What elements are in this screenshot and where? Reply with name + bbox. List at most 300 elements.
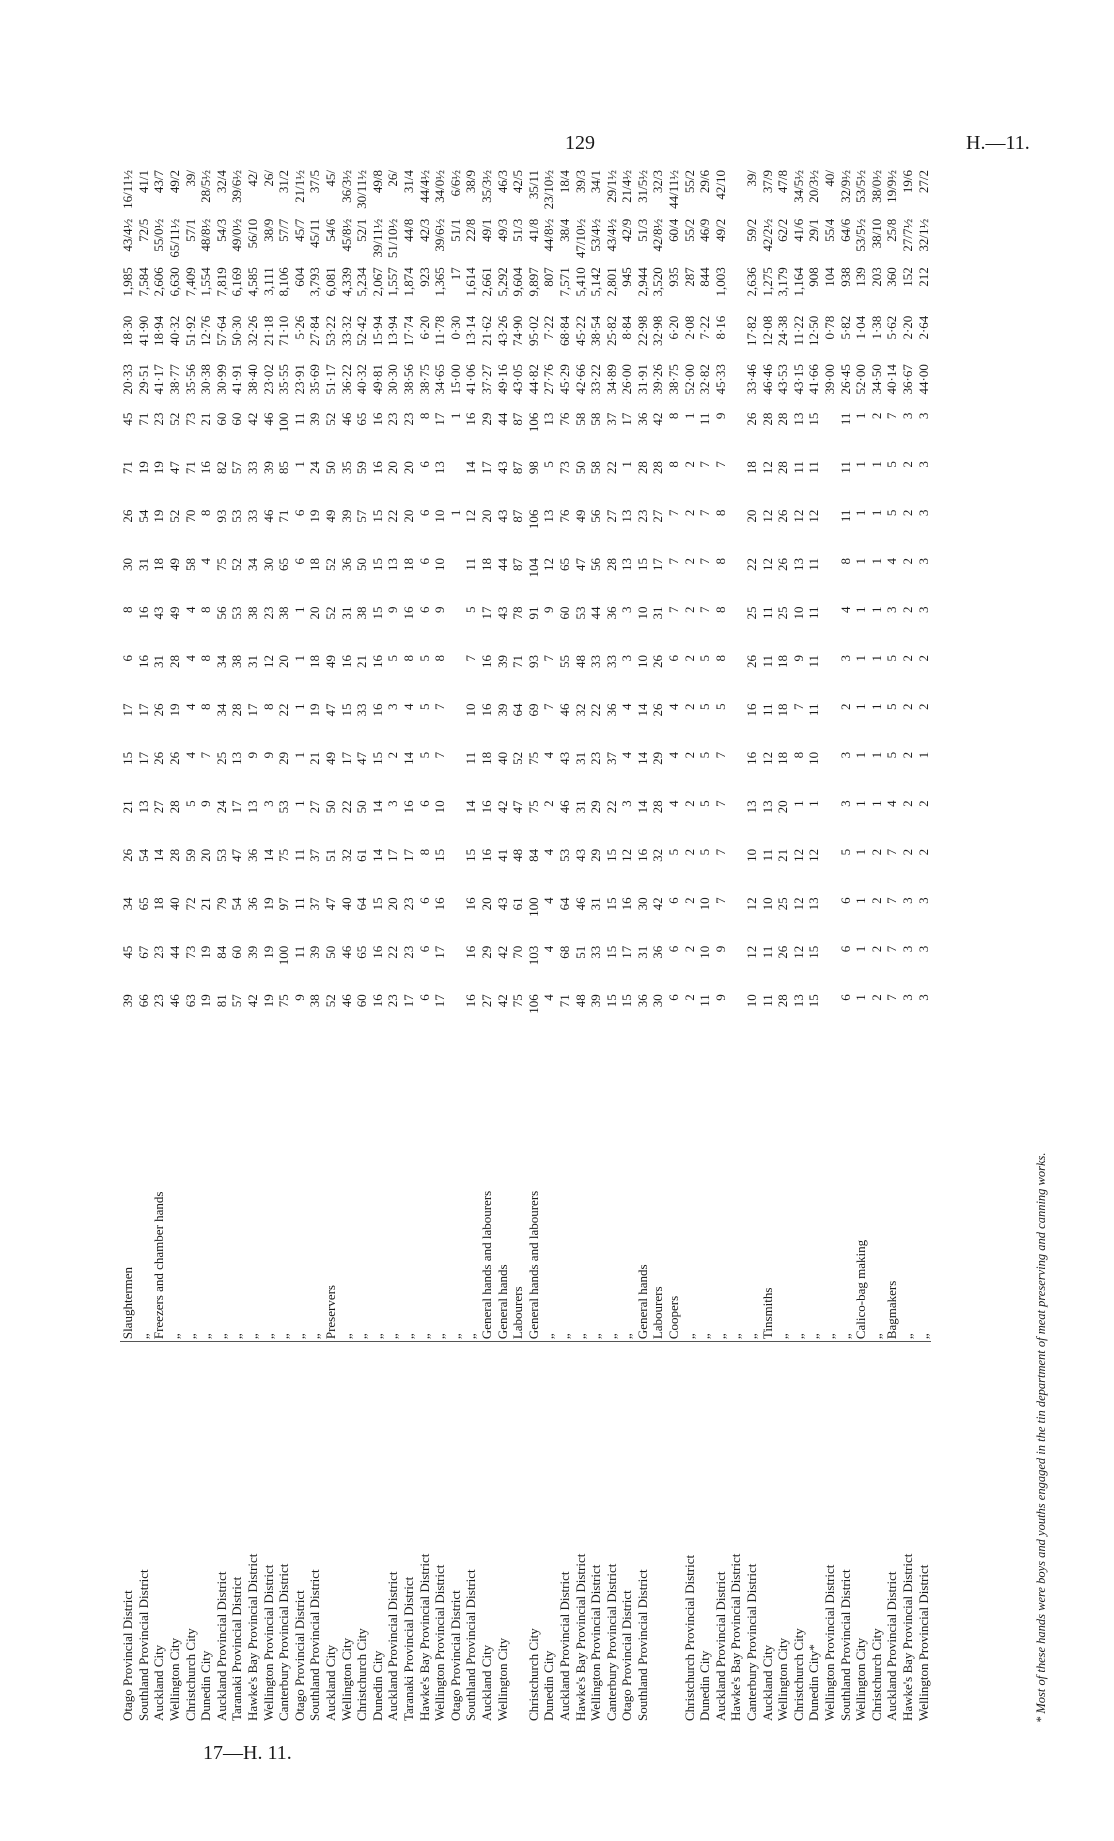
value-cell: 53	[213, 848, 229, 862]
value-cell: 19	[198, 994, 214, 1008]
value-cell: 43/4½	[120, 218, 136, 252]
value-cell: 2	[868, 897, 884, 904]
table-row	[416, 168, 432, 1723]
location-cell	[650, 1342, 666, 1723]
value-cell: 2	[868, 994, 884, 1001]
value-cell: 12	[759, 751, 775, 765]
location-cell: Auckland Provincial District	[884, 1571, 900, 1721]
value-cell: 78	[510, 606, 526, 620]
value-cell: 42/2½	[759, 218, 775, 252]
value-cell: 32·26	[245, 315, 261, 347]
value-cell: 13	[744, 800, 760, 814]
value-cell: 1	[868, 703, 884, 710]
occupation-cell: „	[588, 1041, 604, 1342]
value-cell: 100	[276, 945, 292, 966]
value-cell	[822, 459, 838, 507]
value-cell: 49/3	[494, 218, 510, 242]
value-cell: 1	[868, 800, 884, 807]
value-cell: 106	[525, 994, 541, 1014]
value-cell: 73	[182, 945, 198, 959]
value-cell: 39/	[182, 170, 198, 187]
value-cell: 49	[167, 558, 183, 572]
value-cell: 360	[884, 267, 900, 287]
value-cell: 5	[884, 703, 900, 710]
location-cell	[510, 1342, 526, 1723]
value-cell: 75	[525, 751, 541, 765]
value-cell: 8	[198, 606, 214, 613]
footnote: * Most of these hands were boys and youths engaged in the tin department of meat preserving and canning works.	[1034, 1152, 1048, 1723]
value-cell: 12	[790, 945, 806, 959]
occupation-cell: „	[276, 1041, 292, 1342]
value-cell: 52	[229, 558, 245, 572]
occupation-cell: „	[463, 1041, 479, 1342]
value-cell	[728, 750, 744, 798]
value-cell: 8	[666, 412, 682, 420]
occupation-cell: „	[432, 1041, 448, 1342]
value-cell: 53	[572, 606, 588, 620]
location-cell: Southland Provincial District	[307, 1569, 323, 1721]
value-cell: 71	[556, 994, 572, 1008]
value-cell: 75	[213, 558, 229, 572]
value-cell: 4	[182, 751, 198, 759]
value-cell: 52	[510, 751, 526, 765]
occupation-cell: General hands and labourers	[479, 1041, 495, 1342]
value-cell: 1	[853, 848, 869, 856]
value-cell: 9	[385, 606, 401, 613]
occupation-cell: „	[744, 1041, 760, 1342]
value-cell	[728, 847, 744, 895]
value-cell: 3	[385, 800, 401, 807]
value-cell: 36·67	[899, 364, 915, 395]
value-cell: 7	[884, 412, 900, 420]
occupation-cell: „	[354, 1041, 370, 1342]
value-cell: 7	[884, 994, 900, 1001]
value-cell: 28	[650, 461, 666, 475]
value-cell: 42/8½	[650, 218, 666, 252]
value-cell: 9	[712, 945, 728, 953]
table-row	[229, 168, 245, 1723]
location-cell: Wellington City	[853, 1637, 869, 1721]
value-cell: 7	[712, 897, 728, 904]
value-cell: 33·22	[588, 364, 604, 395]
value-cell: 945	[619, 267, 635, 287]
value-cell: 28	[775, 412, 791, 426]
occupation-cell: „	[557, 1041, 573, 1342]
value-cell: 51/10½	[385, 218, 401, 259]
value-cell: 41·90	[135, 315, 151, 347]
value-cell: 2	[681, 945, 697, 953]
value-cell: 68	[556, 945, 572, 959]
value-cell: 19	[307, 703, 323, 717]
value-cell: 7	[697, 461, 713, 468]
value-cell: 3,111	[260, 267, 276, 296]
value-cell	[447, 750, 463, 798]
value-cell: 6	[837, 945, 853, 953]
value-cell: 100	[276, 412, 292, 433]
location-cell: Christchurch City	[525, 1628, 541, 1721]
value-cell: 20	[400, 509, 416, 523]
value-cell: 1	[853, 509, 869, 517]
value-cell: 17	[432, 994, 448, 1008]
occupation-cell: „	[869, 1041, 885, 1342]
value-cell	[447, 798, 463, 846]
value-cell: 50	[572, 461, 588, 475]
value-cell: 65	[135, 897, 151, 911]
value-cell: 7	[463, 654, 479, 662]
value-cell: 19	[167, 703, 183, 717]
value-cell: 38	[229, 654, 245, 668]
value-cell: 103	[525, 945, 541, 966]
value-cell: 28	[167, 800, 183, 814]
value-cell: 1	[291, 654, 307, 662]
value-cell: 18	[775, 654, 791, 668]
value-cell: 28	[167, 848, 183, 862]
value-cell: 2	[899, 654, 915, 662]
value-cell: 1,874	[400, 267, 416, 297]
value-cell	[822, 798, 838, 846]
occupation-cell: Freezers and chamber hands	[151, 1041, 167, 1342]
value-cell: 7	[666, 509, 682, 517]
value-cell: 37	[307, 897, 323, 911]
value-cell: 26	[167, 751, 183, 765]
value-cell: 29/1	[806, 218, 822, 242]
value-cell: 2	[837, 703, 853, 710]
value-cell: 52	[323, 558, 339, 572]
value-cell: 39	[494, 703, 510, 717]
value-cell: 16	[744, 703, 760, 717]
value-cell: 3	[837, 751, 853, 759]
value-cell: 23	[400, 412, 416, 426]
value-cell: 16	[135, 606, 151, 620]
value-cell: 6	[666, 945, 682, 953]
value-cell: 212	[915, 267, 931, 287]
value-cell: 12	[806, 848, 822, 862]
value-cell: 4	[182, 606, 198, 613]
value-cell: 40	[338, 897, 354, 911]
occupation-cell: „	[260, 1041, 276, 1342]
value-cell: 28	[775, 461, 791, 475]
value-cell: 2	[915, 703, 931, 710]
value-cell: 54	[229, 897, 245, 911]
value-cell: 56/10	[245, 218, 261, 249]
value-cell: 11	[790, 461, 806, 474]
value-cell: 12·50	[806, 315, 822, 347]
value-cell: 21	[120, 800, 136, 814]
value-cell: 3,520	[650, 267, 666, 297]
value-cell: 38	[276, 606, 292, 620]
location-cell: Canterbury Provincial District	[603, 1563, 619, 1721]
value-cell: 6	[666, 654, 682, 662]
value-cell: 6	[416, 606, 432, 613]
value-cell: 22	[744, 558, 760, 572]
location-cell: Auckland Provincial District	[385, 1571, 401, 1721]
value-cell: 923	[416, 267, 432, 287]
value-cell: 29/6	[697, 170, 713, 194]
value-cell	[728, 459, 744, 507]
value-cell: 38	[245, 606, 261, 620]
value-cell: 10	[432, 509, 448, 523]
value-cell: 20	[198, 848, 214, 862]
value-cell: 57·64	[213, 315, 229, 347]
value-cell: 50·30	[229, 315, 245, 347]
value-cell: 20	[744, 509, 760, 523]
value-cell: 79	[213, 897, 229, 911]
value-cell: 6	[666, 994, 682, 1001]
value-cell: 5	[697, 848, 713, 856]
value-cell: 76	[556, 509, 572, 523]
value-cell: 32/4	[213, 170, 229, 194]
location-cell: Dunedin City	[369, 1650, 385, 1721]
value-cell: 20	[478, 897, 494, 911]
value-cell: 47	[323, 897, 339, 911]
value-cell: 37	[603, 751, 619, 765]
value-cell: 31·91	[634, 364, 650, 395]
occupation-cell: Coopers	[666, 1041, 682, 1342]
value-cell: 23	[260, 606, 276, 620]
value-cell: 2,067	[369, 267, 385, 297]
value-cell	[728, 895, 744, 943]
value-cell: 844	[697, 267, 713, 287]
value-cell: 14	[369, 800, 385, 814]
value-cell: 9	[245, 751, 261, 759]
value-cell: 46	[260, 509, 276, 523]
occupation-cell: Preservers	[323, 1041, 339, 1342]
value-cell: 2	[899, 558, 915, 565]
value-cell: 17	[400, 994, 416, 1008]
location-cell: Wellington City	[167, 1637, 183, 1721]
value-cell: 40·32	[354, 364, 370, 395]
value-cell: 1,614	[463, 267, 479, 297]
value-cell: 29·51	[135, 364, 151, 395]
value-cell: 1	[447, 509, 463, 517]
value-cell: 18	[478, 751, 494, 765]
value-cell: 40·32	[167, 315, 183, 347]
table-row	[759, 168, 775, 1723]
value-cell	[447, 701, 463, 749]
value-cell: 30·30	[385, 364, 401, 395]
table-row	[541, 168, 557, 1723]
value-cell: 2	[868, 848, 884, 856]
value-cell: 40·14	[884, 364, 900, 395]
value-cell: 45/	[323, 170, 339, 187]
value-cell: 16	[135, 654, 151, 668]
value-cell: 58	[588, 412, 604, 426]
value-cell: 51/3	[634, 218, 650, 242]
location-cell: Hawke's Bay Provincial District	[728, 1553, 744, 1721]
value-cell: 6	[837, 897, 853, 904]
value-cell: 12	[463, 509, 479, 523]
value-cell: 12	[806, 509, 822, 523]
occupation-cell: Slaughtermen	[120, 1041, 136, 1342]
value-cell: 40/	[822, 170, 838, 187]
value-cell: 71	[135, 412, 151, 426]
table-row	[884, 168, 900, 1723]
value-cell: 75	[276, 848, 292, 862]
value-cell: 47/10½	[572, 218, 588, 259]
value-cell: 23	[385, 412, 401, 426]
value-cell: 21	[354, 654, 370, 668]
location-cell: Taranaki Provincial District	[229, 1576, 245, 1721]
value-cell: 45	[120, 412, 136, 426]
value-cell: 66	[135, 994, 151, 1008]
value-cell: 39	[338, 509, 354, 523]
table-row	[432, 168, 448, 1723]
value-cell: 65	[276, 558, 292, 572]
value-cell: 11	[837, 509, 853, 523]
occupation-cell: „	[182, 1041, 198, 1342]
value-cell: 15	[806, 945, 822, 959]
value-cell: 3	[619, 800, 635, 807]
value-cell: 16	[744, 751, 760, 765]
value-cell	[728, 168, 744, 217]
value-cell: 26	[120, 509, 136, 523]
value-cell: 41·17	[151, 364, 167, 395]
value-cell: 16/11½	[120, 170, 136, 209]
location-cell: Auckland Provincial District	[213, 1571, 229, 1721]
value-cell: 5	[884, 509, 900, 517]
value-cell	[728, 701, 744, 749]
value-cell: 47	[510, 800, 526, 814]
value-cell: 23/10½	[541, 170, 557, 210]
value-cell: 11	[291, 412, 307, 426]
value-cell: 935	[666, 267, 682, 287]
value-cell: 5·82	[837, 315, 853, 340]
value-cell: 71·10	[276, 315, 292, 347]
table-row	[292, 168, 308, 1723]
value-cell: 3	[260, 800, 276, 807]
value-cell: 49	[572, 509, 588, 523]
value-cell: 15·00	[447, 364, 463, 395]
value-cell: 13	[790, 558, 806, 572]
value-cell: 203	[868, 267, 884, 287]
value-cell: 287	[681, 267, 697, 287]
value-cell: 2	[868, 945, 884, 953]
value-cell: 55/4	[822, 218, 838, 242]
value-cell: 43	[151, 606, 167, 620]
value-cell: 62/2	[775, 218, 791, 242]
value-cell: 1,275	[759, 267, 775, 297]
value-cell: 46	[572, 897, 588, 911]
value-cell: 6·20	[416, 315, 432, 340]
value-cell: 43	[494, 606, 510, 620]
value-cell	[822, 701, 838, 749]
value-cell: 3	[619, 654, 635, 662]
value-cell: 6	[837, 994, 853, 1001]
value-cell: 17	[120, 703, 136, 717]
value-cell: 3	[837, 654, 853, 662]
value-cell: 33·46	[744, 364, 760, 395]
value-cell: 34·65	[432, 364, 448, 395]
value-cell: 28	[603, 558, 619, 572]
value-cell: 24	[213, 800, 229, 814]
footer-code: 17—H. 11.	[203, 1742, 292, 1764]
value-cell: 8	[120, 606, 136, 613]
value-cell: 20	[276, 654, 292, 668]
value-cell: 36	[245, 848, 261, 862]
value-cell: 30	[650, 994, 666, 1008]
value-cell: 2	[681, 509, 697, 517]
value-cell: 14	[634, 751, 650, 765]
value-cell: 7,584	[135, 267, 151, 297]
value-cell: 34	[213, 703, 229, 717]
value-cell: 4	[541, 751, 557, 759]
value-cell: 29	[588, 848, 604, 862]
value-cell: 55/0½	[151, 218, 167, 252]
value-cell: 1	[853, 412, 869, 420]
value-cell: 7	[666, 606, 682, 613]
value-cell: 39/3	[572, 170, 588, 194]
location-cell: Auckland City	[759, 1644, 775, 1721]
value-cell: 25	[744, 606, 760, 620]
value-cell: 13	[229, 751, 245, 765]
value-cell: 31	[634, 945, 650, 959]
value-cell: 44/8	[400, 218, 416, 242]
value-cell: 49·16	[494, 364, 510, 395]
value-cell: 1	[291, 461, 307, 468]
value-cell: 19	[198, 945, 214, 959]
value-cell: 17·82	[744, 315, 760, 347]
value-cell: 47	[572, 558, 588, 572]
value-cell: 5	[416, 703, 432, 710]
value-cell: 53·22	[323, 315, 339, 347]
value-cell: 9	[712, 994, 728, 1001]
value-cell: 71	[120, 461, 136, 475]
rotated-table	[120, 168, 1048, 1723]
value-cell: 20	[385, 461, 401, 475]
location-cell: Wellington Provincial District	[260, 1564, 276, 1721]
value-cell: 1	[868, 461, 884, 468]
location-cell: Otago Provincial District	[120, 1590, 136, 1721]
value-cell: 20	[307, 606, 323, 620]
value-cell: 6,081	[323, 267, 339, 297]
value-cell: 15	[603, 994, 619, 1008]
table-row	[120, 168, 136, 1723]
value-cell: 64	[354, 897, 370, 911]
value-cell: 41·66	[806, 364, 822, 395]
location-cell: Otago Provincial District	[447, 1590, 463, 1721]
occupation-cell: „	[385, 1041, 401, 1342]
value-cell: 5	[884, 461, 900, 468]
value-cell: 51/3	[510, 218, 526, 242]
value-cell: 7	[666, 558, 682, 565]
value-cell: 49	[323, 509, 339, 523]
value-cell: 53	[556, 848, 572, 862]
occupation-cell: Calico-bag making	[853, 1041, 869, 1342]
value-cell	[728, 556, 744, 604]
table-row	[837, 168, 853, 1723]
value-cell: 60/4	[666, 218, 682, 242]
value-cell: 2	[915, 654, 931, 662]
value-cell: 6	[291, 509, 307, 517]
value-cell: 8	[260, 703, 276, 710]
value-cell: 13	[806, 897, 822, 911]
value-cell: 47	[229, 848, 245, 862]
value-cell	[822, 895, 838, 943]
value-cell: 93	[213, 509, 229, 523]
value-cell: 16	[400, 800, 416, 814]
location-cell: Wellington City	[494, 1637, 510, 1721]
value-cell: 33	[588, 654, 604, 668]
value-cell: 100	[525, 897, 541, 917]
value-cell: 31/2	[276, 170, 292, 194]
value-cell: 75	[525, 800, 541, 814]
value-cell: 106	[525, 509, 541, 530]
value-cell: 44/8½	[541, 218, 557, 252]
value-cell: 71	[276, 509, 292, 523]
value-cell: 18·94	[151, 315, 167, 347]
value-cell: 18·30	[120, 315, 136, 347]
table-row	[806, 168, 822, 1723]
